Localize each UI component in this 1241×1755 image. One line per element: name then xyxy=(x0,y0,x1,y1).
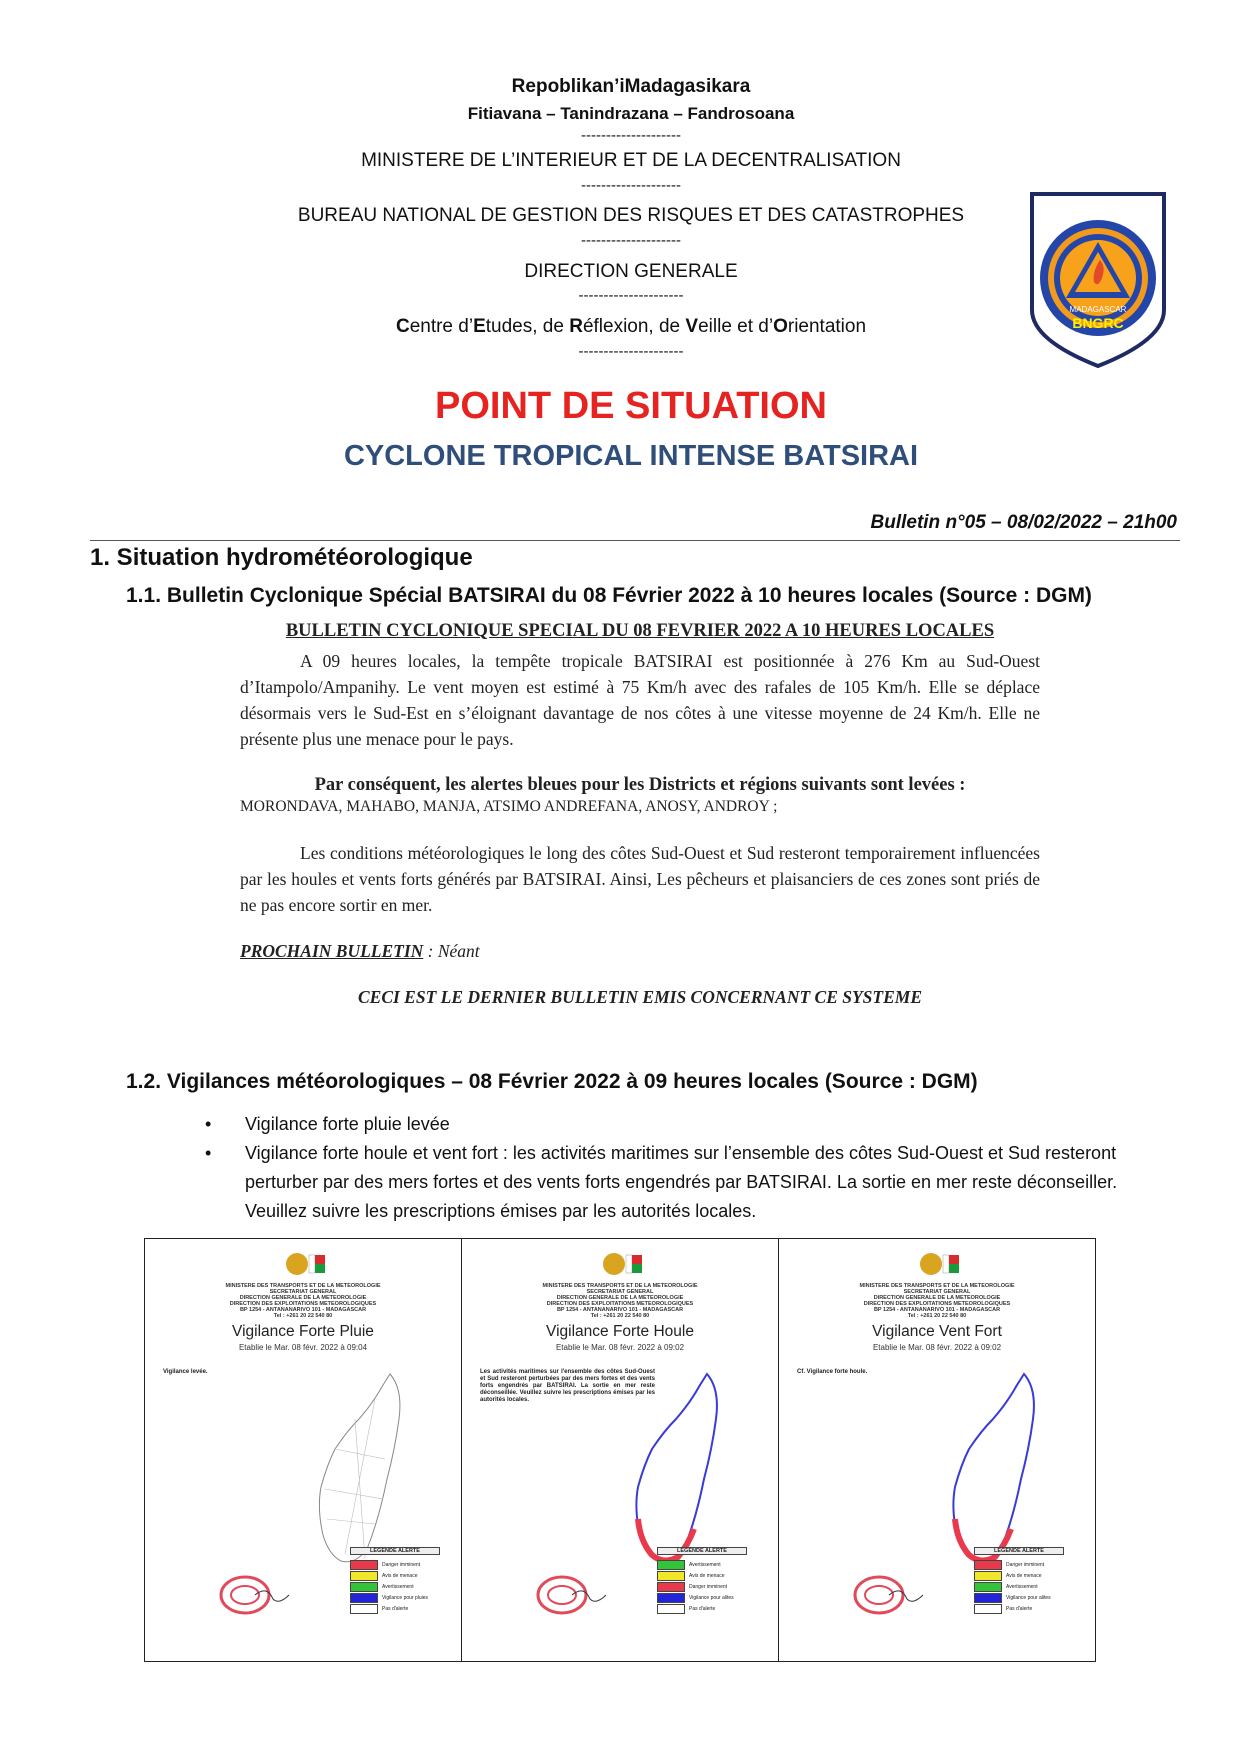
emblem-icon xyxy=(586,1249,654,1279)
vigilance-panel-vent xyxy=(779,1239,1095,1661)
madagascar-map xyxy=(295,1369,415,1569)
panel-title: Vigilance Forte Pluie xyxy=(232,1323,374,1340)
official-stamp xyxy=(849,1569,929,1619)
vigilance-panel-pluie xyxy=(145,1239,462,1661)
panel-note: Les activités maritimes sur l'ensemble des côtes Sud-Ouest et Sud resteront perturbées par des mers fortes et des vents forts engendrés par BATSIRAI. La sortie en mer reste déconseillée. Veuillez suivre les prescriptions émises par les autorités locales. xyxy=(480,1369,655,1403)
legend: LEGENDE ALERTE Danger imminent Avis de menace Avertissement Vigilance pour alites Pas d'alerte xyxy=(974,1547,1064,1614)
emblem-icon xyxy=(269,1249,337,1279)
bulletin-number: Bulletin n°05 – 08/02/2022 – 21h00 xyxy=(870,512,1177,533)
country-name: Repoblikan’iMadagasikara xyxy=(511,76,751,97)
legend-item: Avis de menace xyxy=(657,1570,747,1581)
vigilance-maps xyxy=(144,1238,1096,1662)
separator: -------------------- xyxy=(581,127,681,144)
panel-title: Vigilance Forte Houle xyxy=(546,1323,694,1340)
legend-item: Vigilance pour pluies xyxy=(350,1592,440,1603)
legend-item: Avertissement xyxy=(657,1559,747,1570)
page-subtitle: CYCLONE TROPICAL INTENSE BATSIRAI xyxy=(343,440,919,472)
panel-date: Etablie le Mar. 08 févr. 2022 à 09:02 xyxy=(872,1343,1002,1352)
panel-note: Vigilance levée. xyxy=(163,1369,208,1375)
vigilance-panel-houle xyxy=(462,1239,779,1661)
page-title: POINT DE SITUATION xyxy=(435,385,827,427)
svg-text:MADAGASCAR: MADAGASCAR xyxy=(1069,305,1127,314)
legend-item: Avertissement xyxy=(974,1581,1064,1592)
legend-item: Avis de menace xyxy=(350,1570,440,1581)
legend-item: Vigilance pour alites xyxy=(657,1592,747,1603)
section-1-2-heading: 1.2. Vigilances météorologiques – 08 Février 2022 à 09 heures locales (Source : DGM) xyxy=(126,1070,978,1093)
panel-title: Vigilance Vent Fort xyxy=(872,1323,1002,1340)
vigilance-list xyxy=(205,1110,1175,1226)
legend-item: Pas d'alerte xyxy=(350,1603,440,1614)
madagascar-map xyxy=(929,1369,1049,1569)
national-motto: Fitiavana – Tanindrazana – Fandrosoana xyxy=(467,104,795,123)
official-stamp xyxy=(215,1569,295,1619)
list-item: • Vigilance forte houle et vent fort : les activités maritimes sur l’ensemble des côtes Sud-Ouest et Sud resteront perturber par des mers fortes et des vents forts engendrés par BATSIRAI. La sortie en mer reste déconseiller. Veuillez suivre les prescriptions émises par les autorités locales. xyxy=(205,1139,1175,1226)
divider xyxy=(90,540,1180,541)
legend-item: Danger imminent xyxy=(974,1559,1064,1570)
ministry-name: MINISTERE DE L’INTERIEUR ET DE LA DECENTRALISATION xyxy=(361,150,901,171)
panel-header: MINISTERE DES TRANSPORTS ET DE LA METEOROLOGIE SECRETARIAT GENERAL DIRECTION GENERALE DE LA METEOROLOGIE DIRECTION DES EXPLOITATIONS METEOROLOGIQUES BP 1254 - ANTANANARIVO 101 - MADAGASCAR Tel : +261 20 22 540 80 xyxy=(225,1283,381,1319)
emblem-icon xyxy=(903,1249,971,1279)
legend-item: Vigilance pour alites xyxy=(974,1592,1064,1603)
legend-item: Pas d'alerte xyxy=(657,1603,747,1614)
bulletin-next: PROCHAIN BULLETIN : Néant xyxy=(240,941,480,961)
bulletin-title: BULLETIN CYCLONIQUE SPECIAL DU 08 FEVRIER 2022 A 10 HEURES LOCALES xyxy=(285,621,995,641)
section-1-heading: 1. Situation hydrométéorologique xyxy=(90,544,473,571)
separator: -------------------- xyxy=(581,232,681,249)
bureau-name: BUREAU NATIONAL DE GESTION DES RISQUES ET DES CATASTROPHES xyxy=(297,205,965,226)
separator: --------------------- xyxy=(578,287,684,304)
centre-name: Centre d’Etudes, de Réflexion, de Veille et d’Orientation xyxy=(395,316,867,337)
separator: -------------------- xyxy=(581,177,681,194)
separator: --------------------- xyxy=(578,343,684,360)
official-stamp xyxy=(532,1569,612,1619)
bulletin-districts: MORONDAVA, MAHABO, MANJA, ATSIMO ANDREFANA, ANOSY, ANDROY ; xyxy=(240,798,778,815)
legend: LEGENDE ALERTE Avertissement Avis de menace Danger imminent Vigilance pour alites Pas d'alerte xyxy=(657,1547,747,1614)
bulletin-paragraph: Les conditions météorologiques le long des côtes Sud-Ouest et Sud resteront temporairement influencées par les houles et vents forts générés par BATSIRAI. Ainsi, Les pêcheurs et plaisanciers de ces zones sont priés de ne pas encore sortir en mer. xyxy=(240,843,1040,915)
section-1-1-heading: 1.1. Bulletin Cyclonique Spécial BATSIRAI du 08 Février 2022 à 10 heures locales (Source : DGM) xyxy=(126,584,1092,607)
svg-text:BNGRC: BNGRC xyxy=(1072,315,1124,331)
panel-date: Etablie le Mar. 08 févr. 2022 à 09:04 xyxy=(238,1343,368,1352)
panel-header: MINISTERE DES TRANSPORTS ET DE LA METEOROLOGIE SECRETARIAT GENERAL DIRECTION GENERALE DE LA METEOROLOGIE DIRECTION DES EXPLOITATIONS METEOROLOGIQUES BP 1254 - ANTANANARIVO 101 - MADAGASCAR Tel : +261 20 22 540 80 xyxy=(542,1283,698,1319)
cyclone-bulletin-scan xyxy=(240,618,1040,1010)
panel-date: Etablie le Mar. 08 févr. 2022 à 09:02 xyxy=(555,1343,685,1352)
madagascar-map xyxy=(612,1369,732,1569)
bulletin-last-notice: CECI EST LE DERNIER BULLETIN EMIS CONCERNANT CE SYSTEME xyxy=(357,987,923,1007)
legend: LEGENDE ALERTE Danger imminent Avis de menace Avertissement Vigilance pour pluies Pas d'alerte xyxy=(350,1547,440,1614)
legend-item: Avis de menace xyxy=(974,1570,1064,1581)
legend-item: Avertissement xyxy=(350,1581,440,1592)
legend-item: Danger imminent xyxy=(350,1559,440,1570)
panel-note: Cf. Vigilance forte houle. xyxy=(797,1369,868,1375)
legend-item: Danger imminent xyxy=(657,1581,747,1592)
panel-header: MINISTERE DES TRANSPORTS ET DE LA METEOROLOGIE SECRETARIAT GENERAL DIRECTION GENERALE DE LA METEOROLOGIE DIRECTION DES EXPLOITATIONS METEOROLOGIQUES BP 1254 - ANTANANARIVO 101 - MADAGASCAR Tel : +261 20 22 540 80 xyxy=(859,1283,1015,1319)
direction-name: DIRECTION GENERALE xyxy=(524,261,738,282)
bngrc-logo xyxy=(1028,190,1168,370)
bulletin-alert-lifted: Par conséquent, les alertes bleues pour les Districts et régions suivants sont levées : xyxy=(314,775,966,795)
legend-item: Pas d'alerte xyxy=(974,1603,1064,1614)
list-item: • Vigilance forte pluie levée xyxy=(205,1110,1175,1139)
bulletin-paragraph: A 09 heures locales, la tempête tropicale BATSIRAI est positionnée à 276 Km au Sud-Ouest d’Itampolo/Ampanihy. Le vent moyen est estimé à 75 Km/h avec des rafales de 105 Km/h. Elle se déplace désormais vers le Sud-Est en s’éloignant davantage de nos côtes à une vitesse moyenne de 24 Km/h. Elle ne présente plus une menace pour le pays. xyxy=(240,651,1040,749)
